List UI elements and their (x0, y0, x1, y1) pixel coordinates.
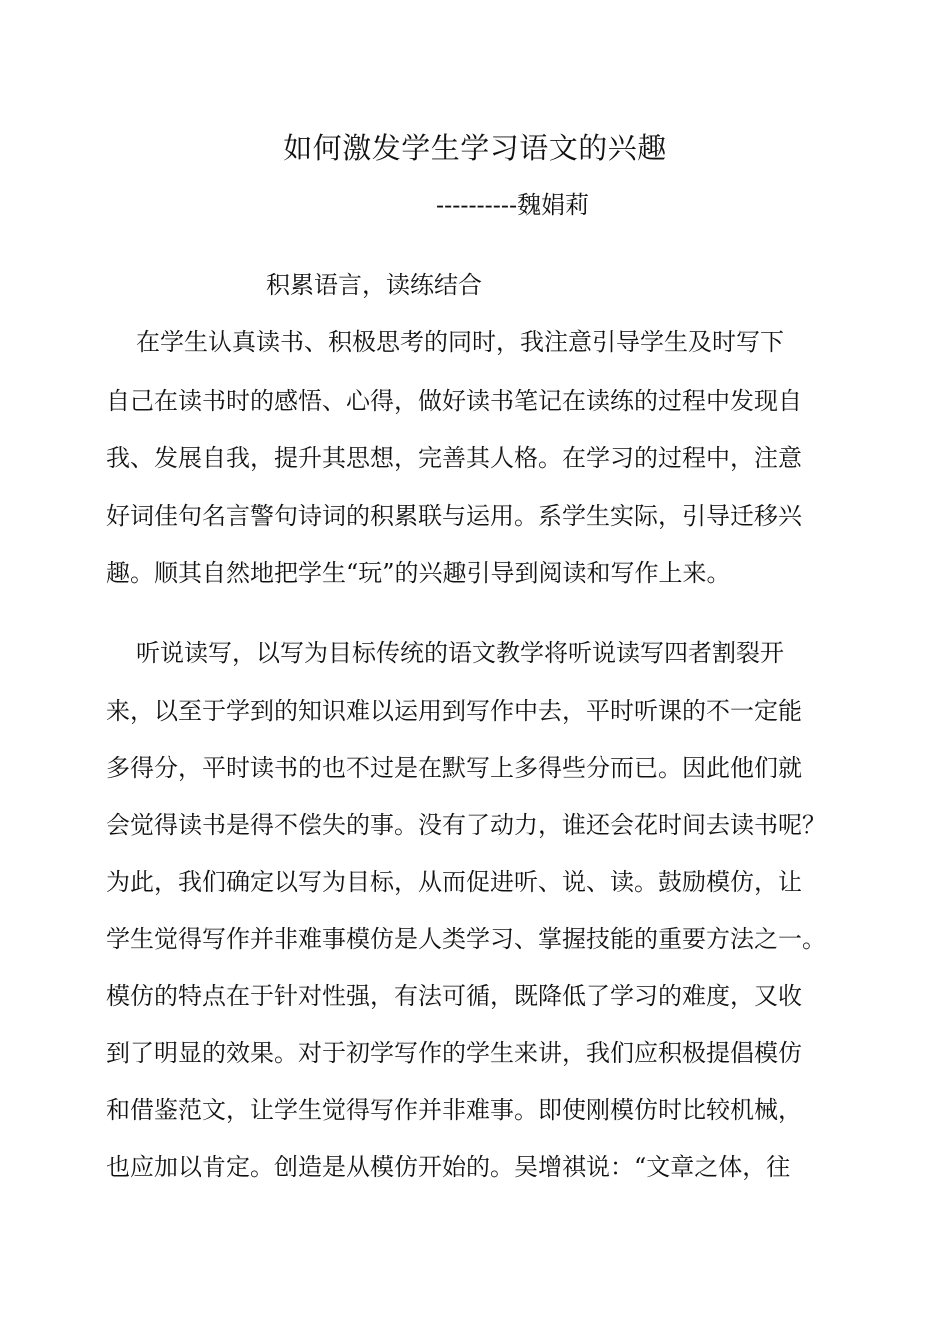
paragraph2-line: 听说读写，以写为目标传统的语文教学将听说读写四者割裂开 (136, 639, 784, 667)
paragraph2-line: 和借鉴范文，让学生觉得写作并非难事。即使刚模仿时比较机械， (106, 1096, 802, 1124)
paragraph2-line: 为此，我们确定以写为目标，从而促进听、说、读。鼓励模仿，让 (106, 868, 802, 896)
paragraph2-line: 多得分，平时读书的也不过是在默写上多得些分而已。因此他们就 (106, 754, 802, 782)
paragraph2-line: 会觉得读书是得不偿失的事。没有了动力，谁还会花时间去读书呢？ (106, 811, 826, 839)
paragraph1-line: 好词佳句名言警句诗词的积累联与运用。系学生实际，引导迁移兴 (106, 502, 802, 530)
paragraph1-line: 在学生认真读书、积极思考的同时，我注意引导学生及时写下 (136, 328, 784, 356)
paragraph1-line: 自己在读书时的感悟、心得，做好读书笔记在读练的过程中发现自 (106, 387, 802, 415)
paragraph1-line: 趣。顺其自然地把学生“玩”的兴趣引导到阅读和写作上来。 (106, 559, 731, 587)
paragraph1-line: 我、发展自我，提升其思想，完善其人格。在学习的过程中，注意 (106, 444, 802, 472)
paragraph2-line: 学生觉得写作并非难事模仿是人类学习、掌握技能的重要方法之一。 (106, 925, 826, 953)
author-line: ----------魏娟莉 (436, 191, 590, 219)
paragraph2-line: 模仿的特点在于针对性强，有法可循，既降低了学习的难度，又收 (106, 982, 802, 1010)
paragraph2-line: 到了明显的效果。对于初学写作的学生来讲，我们应积极提倡模仿 (106, 1039, 802, 1067)
section-heading: 积累语言，读练结合 (266, 271, 482, 299)
paragraph2-line: 来，以至于学到的知识难以运用到写作中去，平时听课的不一定能 (106, 697, 802, 725)
document-title: 如何激发学生学习语文的兴趣 (283, 131, 667, 165)
paragraph2-line: 也应加以肯定。创造是从模仿开始的。吴增祺说：“文章之体，往 (106, 1153, 791, 1181)
